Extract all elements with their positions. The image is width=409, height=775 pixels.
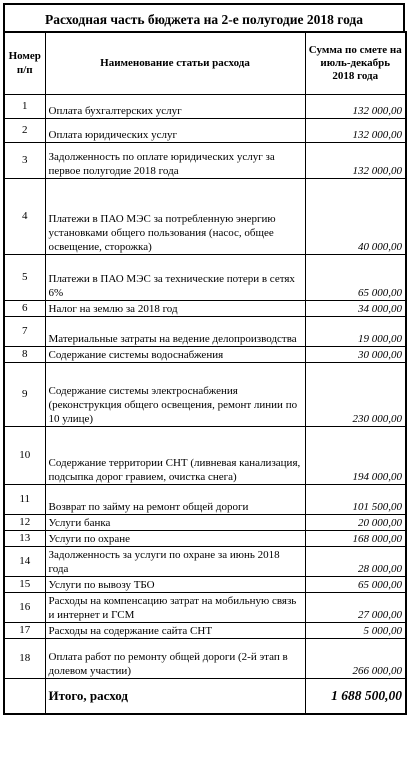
table-row — [4, 94, 406, 118]
row-expense-name: Задолженность по оплате юридических услуг за первое полугодие 2018 года — [45, 142, 305, 178]
row-number: 5 — [4, 254, 45, 300]
row-expense-name: Оплата юридических услуг — [45, 118, 305, 142]
row-number: 8 — [4, 346, 45, 362]
row-number: 2 — [4, 118, 45, 142]
row-amount: 5 000,00 — [305, 622, 406, 638]
row-number: 6 — [4, 300, 45, 316]
row-expense-name: Задолженность за услуги по охране за июнь 2018 года — [45, 546, 305, 576]
row-number: 15 — [4, 576, 45, 592]
row-amount: 230 000,00 — [305, 362, 406, 426]
row-expense-name: Оплата бухгалтерских услуг — [45, 94, 305, 118]
total-num-cell — [4, 678, 45, 714]
table-row — [4, 638, 406, 678]
row-number: 9 — [4, 362, 45, 426]
row-amount: 194 000,00 — [305, 426, 406, 484]
total-sum: 1 688 500,00 — [305, 678, 406, 714]
total-label: Итого, расход — [45, 678, 305, 714]
row-amount: 101 500,00 — [305, 484, 406, 514]
budget-table — [3, 31, 407, 715]
column-header-sum: Сумма по смете на июль-декабрь 2018 года — [305, 32, 406, 94]
row-amount: 34 000,00 — [305, 300, 406, 316]
row-expense-name: Налог на землю за 2018 год — [45, 300, 305, 316]
table-row — [4, 118, 406, 142]
row-number: 18 — [4, 638, 45, 678]
total-row — [4, 678, 406, 714]
table-row — [4, 142, 406, 178]
column-header-name: Наименование статьи расхода — [45, 32, 305, 94]
row-number: 12 — [4, 514, 45, 530]
row-amount: 132 000,00 — [305, 142, 406, 178]
row-amount: 40 000,00 — [305, 178, 406, 254]
row-number: 17 — [4, 622, 45, 638]
row-expense-name: Материальные затраты на ведение делопроизводства — [45, 316, 305, 346]
table-row — [4, 530, 406, 546]
row-expense-name: Оплата работ по ремонту общей дороги (2-й этап в долевом участии) — [45, 638, 305, 678]
row-number: 16 — [4, 592, 45, 622]
budget-sheet — [3, 3, 405, 715]
row-amount: 266 000,00 — [305, 638, 406, 678]
row-amount: 20 000,00 — [305, 514, 406, 530]
row-amount: 65 000,00 — [305, 576, 406, 592]
row-amount: 65 000,00 — [305, 254, 406, 300]
row-number: 10 — [4, 426, 45, 484]
page-title: Расходная часть бюджета на 2-е полугодие 2018 года — [3, 3, 405, 33]
row-number: 4 — [4, 178, 45, 254]
row-amount: 27 000,00 — [305, 592, 406, 622]
row-expense-name: Услуги банка — [45, 514, 305, 530]
row-number: 14 — [4, 546, 45, 576]
row-expense-name: Платежи в ПАО МЭС за потребленную энергию установками общего пользования (насос, общее освещение, сторожка) — [45, 178, 305, 254]
row-expense-name: Платежи в ПАО МЭС за технические потери в сетях 6% — [45, 254, 305, 300]
row-number: 3 — [4, 142, 45, 178]
row-amount: 168 000,00 — [305, 530, 406, 546]
row-amount: 30 000,00 — [305, 346, 406, 362]
table-row — [4, 426, 406, 484]
row-amount: 132 000,00 — [305, 94, 406, 118]
row-expense-name: Расходы на компенсацию затрат на мобильную связь и интернет и ГСМ — [45, 592, 305, 622]
table-row — [4, 622, 406, 638]
table-row — [4, 484, 406, 514]
column-header-num: Номер п/п — [4, 32, 45, 94]
row-expense-name: Расходы на содержание сайта СНТ — [45, 622, 305, 638]
table-row — [4, 546, 406, 576]
table-row — [4, 592, 406, 622]
row-number: 13 — [4, 530, 45, 546]
table-row — [4, 254, 406, 300]
table-body — [4, 94, 406, 678]
table-row — [4, 300, 406, 316]
row-amount: 132 000,00 — [305, 118, 406, 142]
table-row — [4, 346, 406, 362]
row-expense-name: Содержание системы водоснабжения — [45, 346, 305, 362]
table-row — [4, 514, 406, 530]
row-amount: 19 000,00 — [305, 316, 406, 346]
table-header-row — [4, 32, 406, 94]
row-amount: 28 000,00 — [305, 546, 406, 576]
row-number: 1 — [4, 94, 45, 118]
row-number: 11 — [4, 484, 45, 514]
row-expense-name: Содержание системы электроснабжения (реконструкция общего освещения, ремонт линии по 10 улице) — [45, 362, 305, 426]
table-row — [4, 178, 406, 254]
row-expense-name: Услуги по вывозу ТБО — [45, 576, 305, 592]
table-row — [4, 576, 406, 592]
row-expense-name: Содержание территории СНТ (ливневая канализация, подсыпка дорог гравием, очистка снега) — [45, 426, 305, 484]
row-expense-name: Возврат по займу на ремонт общей дороги — [45, 484, 305, 514]
row-number: 7 — [4, 316, 45, 346]
row-expense-name: Услуги по охране — [45, 530, 305, 546]
table-row — [4, 362, 406, 426]
table-row — [4, 316, 406, 346]
